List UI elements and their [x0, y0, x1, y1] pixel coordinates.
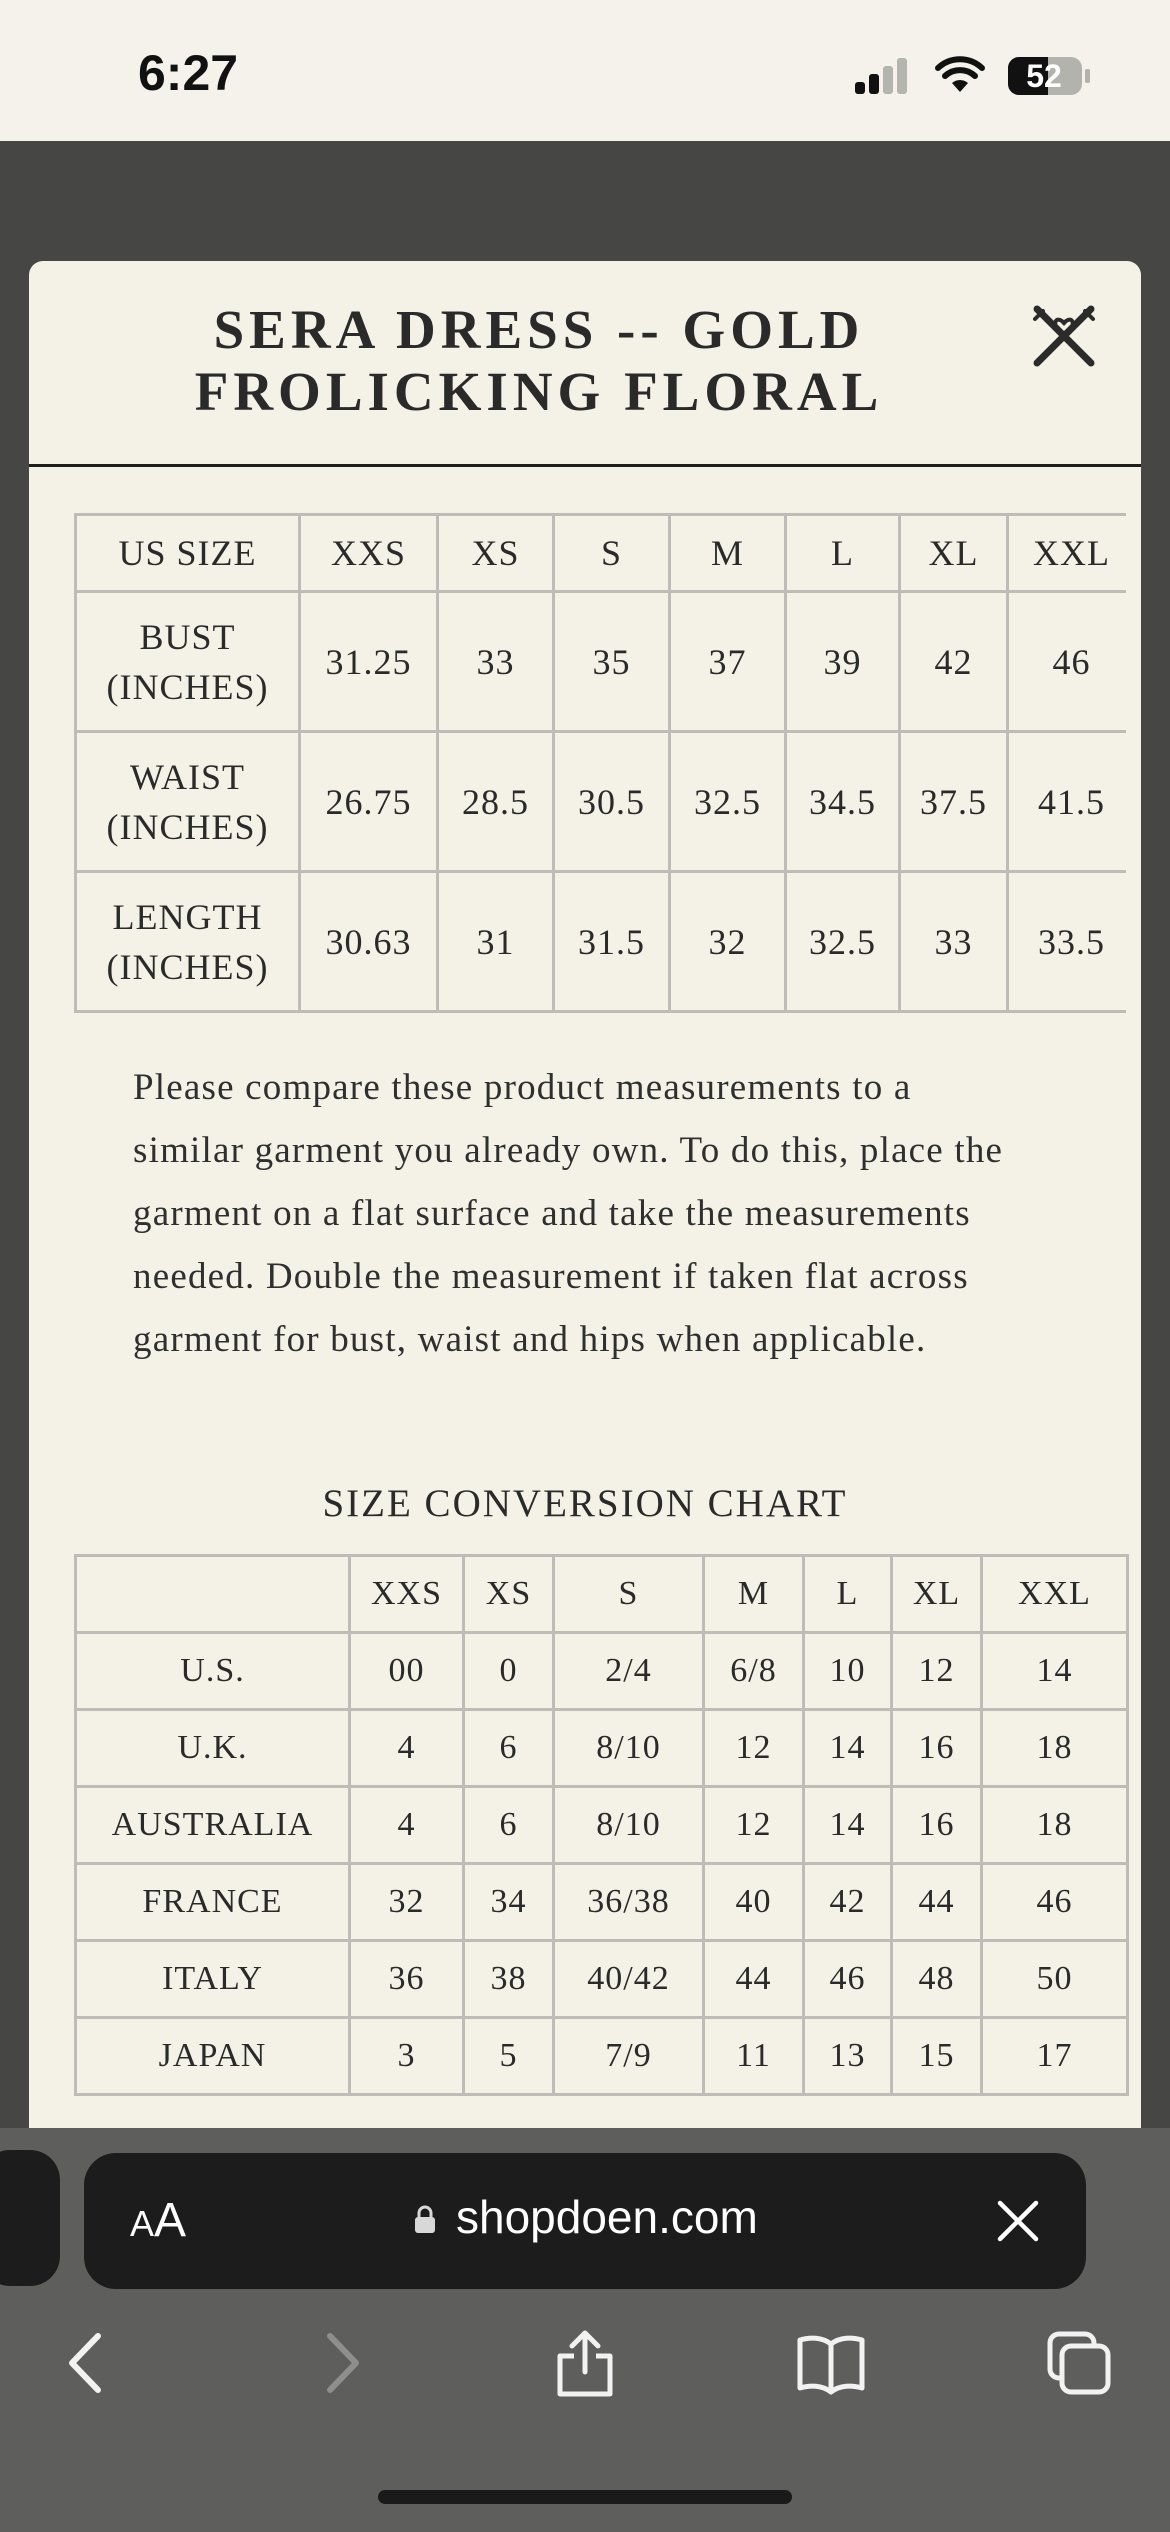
- row-label: U.S.: [76, 1633, 350, 1710]
- table-cell: 6/8: [704, 1633, 804, 1710]
- row-label-unit: (INCHES): [106, 946, 269, 987]
- previous-tab-preview[interactable]: [0, 2150, 60, 2286]
- table-cell: 34: [464, 1864, 554, 1941]
- wifi-icon: [934, 54, 986, 94]
- row-label-unit: (INCHES): [106, 806, 269, 847]
- table-cell: 44: [704, 1941, 804, 2018]
- header-cell: [76, 1556, 350, 1633]
- close-icon[interactable]: [1029, 301, 1099, 371]
- header-cell: S: [554, 1556, 704, 1633]
- table-cell: 18: [982, 1787, 1128, 1864]
- table-cell: 15: [892, 2018, 982, 2095]
- table-cell: 35: [554, 592, 670, 732]
- table-row: [76, 732, 1127, 872]
- share-icon[interactable]: [550, 2328, 620, 2398]
- size-table-header-row: [76, 515, 1127, 592]
- header-cell: XXS: [350, 1556, 464, 1633]
- table-cell: 4: [350, 1787, 464, 1864]
- conversion-header-row: [76, 1556, 1128, 1633]
- table-cell: 37.5: [900, 732, 1008, 872]
- table-cell: 46: [982, 1864, 1128, 1941]
- table-cell: 31.25: [300, 592, 438, 732]
- table-cell: 3: [350, 2018, 464, 2095]
- table-cell: 4: [350, 1710, 464, 1787]
- table-cell: 28.5: [438, 732, 554, 872]
- table-cell: 18: [982, 1710, 1128, 1787]
- table-cell: 17: [982, 2018, 1128, 2095]
- header-cell: US SIZE: [76, 515, 300, 592]
- row-label: [76, 592, 300, 732]
- table-row: [76, 1710, 1128, 1787]
- table-cell: 46: [1008, 592, 1127, 732]
- table-row: [76, 1633, 1128, 1710]
- table-cell: 36: [350, 1941, 464, 2018]
- row-label-line: LENGTH: [112, 896, 263, 937]
- table-cell: 7/9: [554, 2018, 704, 2095]
- table-cell: 32.5: [670, 732, 786, 872]
- reader-options-button[interactable]: [130, 2193, 200, 2253]
- table-cell: 31: [438, 872, 554, 1012]
- table-cell: 8/10: [554, 1710, 704, 1787]
- table-cell: 40/42: [554, 1941, 704, 2018]
- size-table-container[interactable]: [74, 513, 1126, 1013]
- aa-small-glyph: A: [130, 2203, 155, 2244]
- table-cell: 32: [670, 872, 786, 1012]
- close-icon[interactable]: [995, 2198, 1041, 2244]
- table-row: [76, 1941, 1128, 2018]
- row-label: [76, 872, 300, 1012]
- table-cell: 10: [804, 1633, 892, 1710]
- table-cell: 6: [464, 1710, 554, 1787]
- table-cell: 12: [704, 1710, 804, 1787]
- status-time: 6:27: [138, 45, 239, 101]
- table-cell: 41.5: [1008, 732, 1127, 872]
- cellular-signal-icon: [855, 58, 909, 94]
- header-cell: XS: [438, 515, 554, 592]
- table-row: [76, 592, 1127, 732]
- table-cell: 14: [804, 1787, 892, 1864]
- tabs-icon[interactable]: [1044, 2328, 1114, 2398]
- modal-title: SERA DRESS -- GOLD FROLICKING FLORAL: [194, 299, 884, 422]
- table-cell: 38: [464, 1941, 554, 2018]
- row-label-line: WAIST: [130, 756, 245, 797]
- header-cell: M: [704, 1556, 804, 1633]
- table-cell: 36/38: [554, 1864, 704, 1941]
- table-cell: 30.63: [300, 872, 438, 1012]
- table-cell: 2/4: [554, 1633, 704, 1710]
- table-cell: 13: [804, 2018, 892, 2095]
- header-cell: XL: [892, 1556, 982, 1633]
- table-cell: 42: [804, 1864, 892, 1941]
- row-label: [76, 732, 300, 872]
- table-cell: 33.5: [1008, 872, 1127, 1012]
- row-label-line: BUST: [139, 616, 236, 657]
- row-label-unit: (INCHES): [106, 666, 269, 707]
- table-cell: 8/10: [554, 1787, 704, 1864]
- header-cell: L: [804, 1556, 892, 1633]
- table-cell: 44: [892, 1864, 982, 1941]
- size-table: [74, 513, 1126, 1013]
- modal-header: [29, 261, 1141, 467]
- table-cell: 42: [900, 592, 1008, 732]
- header-cell: XXL: [982, 1556, 1128, 1633]
- table-cell: 46: [804, 1941, 892, 2018]
- battery-level: 52: [1026, 58, 1062, 94]
- table-cell: 31.5: [554, 872, 670, 1012]
- row-label: JAPAN: [76, 2018, 350, 2095]
- table-cell: 30.5: [554, 732, 670, 872]
- conversion-table-container: [74, 1554, 1126, 2096]
- table-cell: 33: [900, 872, 1008, 1012]
- header-cell: M: [670, 515, 786, 592]
- table-cell: 48: [892, 1941, 982, 2018]
- table-row: [76, 2018, 1128, 2095]
- table-cell: 0: [464, 1633, 554, 1710]
- header-cell: S: [554, 515, 670, 592]
- size-guide-modal: [29, 261, 1141, 2131]
- lock-icon: [413, 2204, 437, 2234]
- table-cell: 6: [464, 1787, 554, 1864]
- forward-icon[interactable]: [306, 2328, 376, 2398]
- table-cell: 50: [982, 1941, 1128, 2018]
- table-cell: 14: [982, 1633, 1128, 1710]
- table-cell: 33: [438, 592, 554, 732]
- header-cell: XXS: [300, 515, 438, 592]
- row-label: ITALY: [76, 1941, 350, 2018]
- back-icon[interactable]: [52, 2328, 122, 2398]
- row-label: AUSTRALIA: [76, 1787, 350, 1864]
- table-cell: 16: [892, 1710, 982, 1787]
- conversion-table: [74, 1554, 1129, 2096]
- table-cell: 00: [350, 1633, 464, 1710]
- table-cell: 37: [670, 592, 786, 732]
- header-cell: L: [786, 515, 900, 592]
- table-cell: 16: [892, 1787, 982, 1864]
- header-cell: XS: [464, 1556, 554, 1633]
- table-row: [76, 872, 1127, 1012]
- table-cell: 32: [350, 1864, 464, 1941]
- table-cell: 34.5: [786, 732, 900, 872]
- measurement-note: Please compare these product measurements to a similar garment you already own. To do this, place the garment on a flat surface and take the measurements needed. Double the measurement if taken flat across garment for bust, waist and hips when applicable.: [133, 1067, 1004, 1360]
- battery-icon: [1006, 55, 1092, 97]
- table-cell: 5: [464, 2018, 554, 2095]
- table-cell: 39: [786, 592, 900, 732]
- table-cell: 26.75: [300, 732, 438, 872]
- table-row: [76, 1787, 1128, 1864]
- url-text[interactable]: shopdoen.com: [456, 2191, 758, 2243]
- table-cell: 11: [704, 2018, 804, 2095]
- table-row: [76, 1864, 1128, 1941]
- table-cell: 32.5: [786, 872, 900, 1012]
- row-label: U.K.: [76, 1710, 350, 1787]
- table-cell: 12: [704, 1787, 804, 1864]
- row-label: FRANCE: [76, 1864, 350, 1941]
- table-cell: 12: [892, 1633, 982, 1710]
- table-cell: 40: [704, 1864, 804, 1941]
- home-indicator: [378, 2490, 792, 2504]
- bookmarks-icon[interactable]: [796, 2328, 866, 2398]
- header-cell: XL: [900, 515, 1008, 592]
- conversion-chart-title: SIZE CONVERSION CHART: [322, 1482, 848, 1525]
- table-cell: 14: [804, 1710, 892, 1787]
- aa-large-glyph: A: [154, 2194, 187, 2247]
- header-cell: XXL: [1008, 515, 1127, 592]
- status-bar: [0, 0, 1170, 141]
